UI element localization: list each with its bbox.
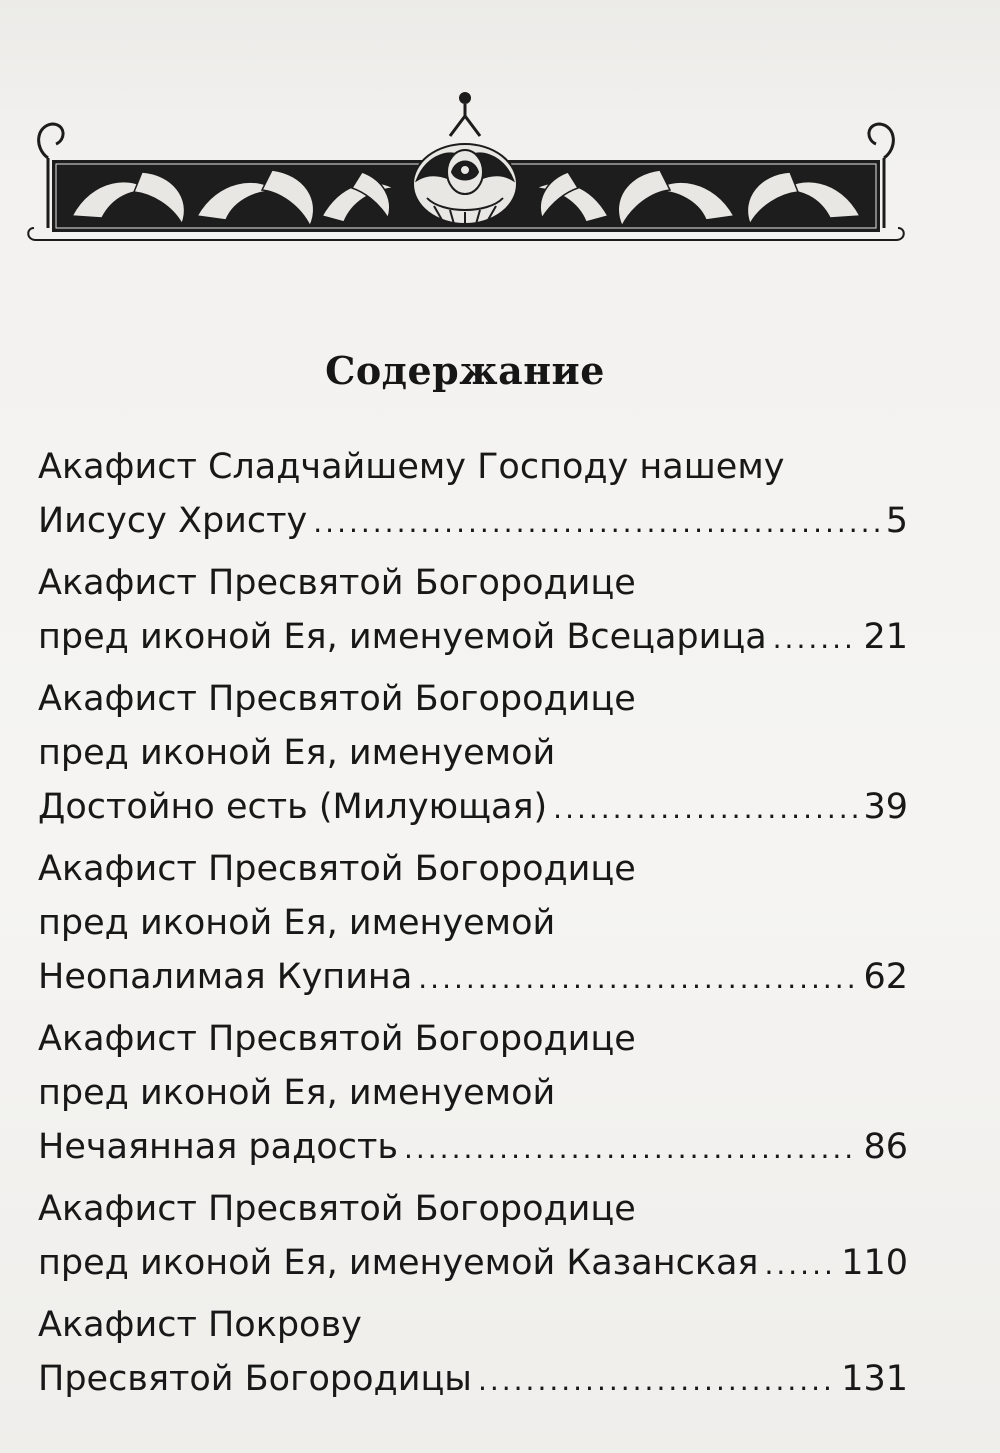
toc-entry-title-line: Неопалимая Купина <box>38 957 413 997</box>
toc-page-number: 39 <box>863 787 908 827</box>
dot-leader <box>553 782 857 836</box>
toc-entry-last-line <box>38 950 908 1006</box>
toc-entry-title-line: пред иконой Ея, именуемой <box>38 1073 556 1113</box>
toc-page-number: 5 <box>885 501 908 541</box>
toc-entry[interactable] <box>38 1298 908 1408</box>
toc-entry-title-line: Акафист Пресвятой Богородице <box>38 849 636 889</box>
toc-page-number: 110 <box>841 1243 908 1283</box>
toc-entry-title-line: Пресвятой Богородицы <box>38 1359 472 1399</box>
toc-entry-last-line <box>38 780 908 836</box>
toc-entry-title-line: Акафист Сладчайшему Господу нашему <box>38 447 785 487</box>
toc-entry-last-line <box>38 494 908 550</box>
toc-entry-title-line: пред иконой Ея, именуемой Всецарица <box>38 617 767 657</box>
toc-entry[interactable] <box>38 672 908 836</box>
toc-entry-title-line: пред иконой Ея, именуемой Казанская <box>38 1243 759 1283</box>
table-of-contents <box>38 440 908 1414</box>
toc-entry-title-line: Акафист Пресвятой Богородице <box>38 679 636 719</box>
toc-page-number: 62 <box>863 957 908 997</box>
toc-entry[interactable] <box>38 440 908 550</box>
toc-entry-last-line <box>38 1120 908 1176</box>
dot-leader <box>764 1238 835 1292</box>
toc-entry-title-line: пред иконой Ея, именуемой <box>38 903 556 943</box>
toc-entry-title-line: Иисусу Христу <box>38 501 308 541</box>
toc-entry[interactable] <box>38 556 908 666</box>
page-title: Содержание <box>325 348 605 393</box>
toc-entry-title-line: Акафист Покрову <box>38 1305 362 1345</box>
toc-entry-last-line <box>38 1352 908 1408</box>
toc-entry-title-line: Достойно есть (Милующая) <box>38 787 548 827</box>
toc-entry[interactable] <box>38 1182 908 1292</box>
toc-entry[interactable] <box>38 1012 908 1176</box>
toc-entry-title-line: Акафист Пресвятой Богородице <box>38 1019 636 1059</box>
dot-leader <box>404 1122 857 1176</box>
floral-headpiece-ornament-icon <box>22 88 918 258</box>
toc-entry-last-line <box>38 1236 908 1292</box>
dot-leader <box>478 1354 835 1408</box>
toc-entry[interactable] <box>38 842 908 1006</box>
toc-entry-last-line <box>38 610 908 666</box>
dot-leader <box>313 496 879 550</box>
toc-page-number: 86 <box>863 1127 908 1167</box>
toc-entry-title-line: Акафист Пресвятой Богородице <box>38 1189 636 1229</box>
toc-entry-title-line: пред иконой Ея, именуемой <box>38 733 556 773</box>
toc-page-number: 21 <box>863 617 908 657</box>
dot-leader <box>418 952 857 1006</box>
toc-entry-title-line: Нечаянная радость <box>38 1127 398 1167</box>
dot-leader <box>773 612 858 666</box>
toc-entry-title-line: Акафист Пресвятой Богородице <box>38 563 636 603</box>
toc-page-number: 131 <box>841 1359 908 1399</box>
